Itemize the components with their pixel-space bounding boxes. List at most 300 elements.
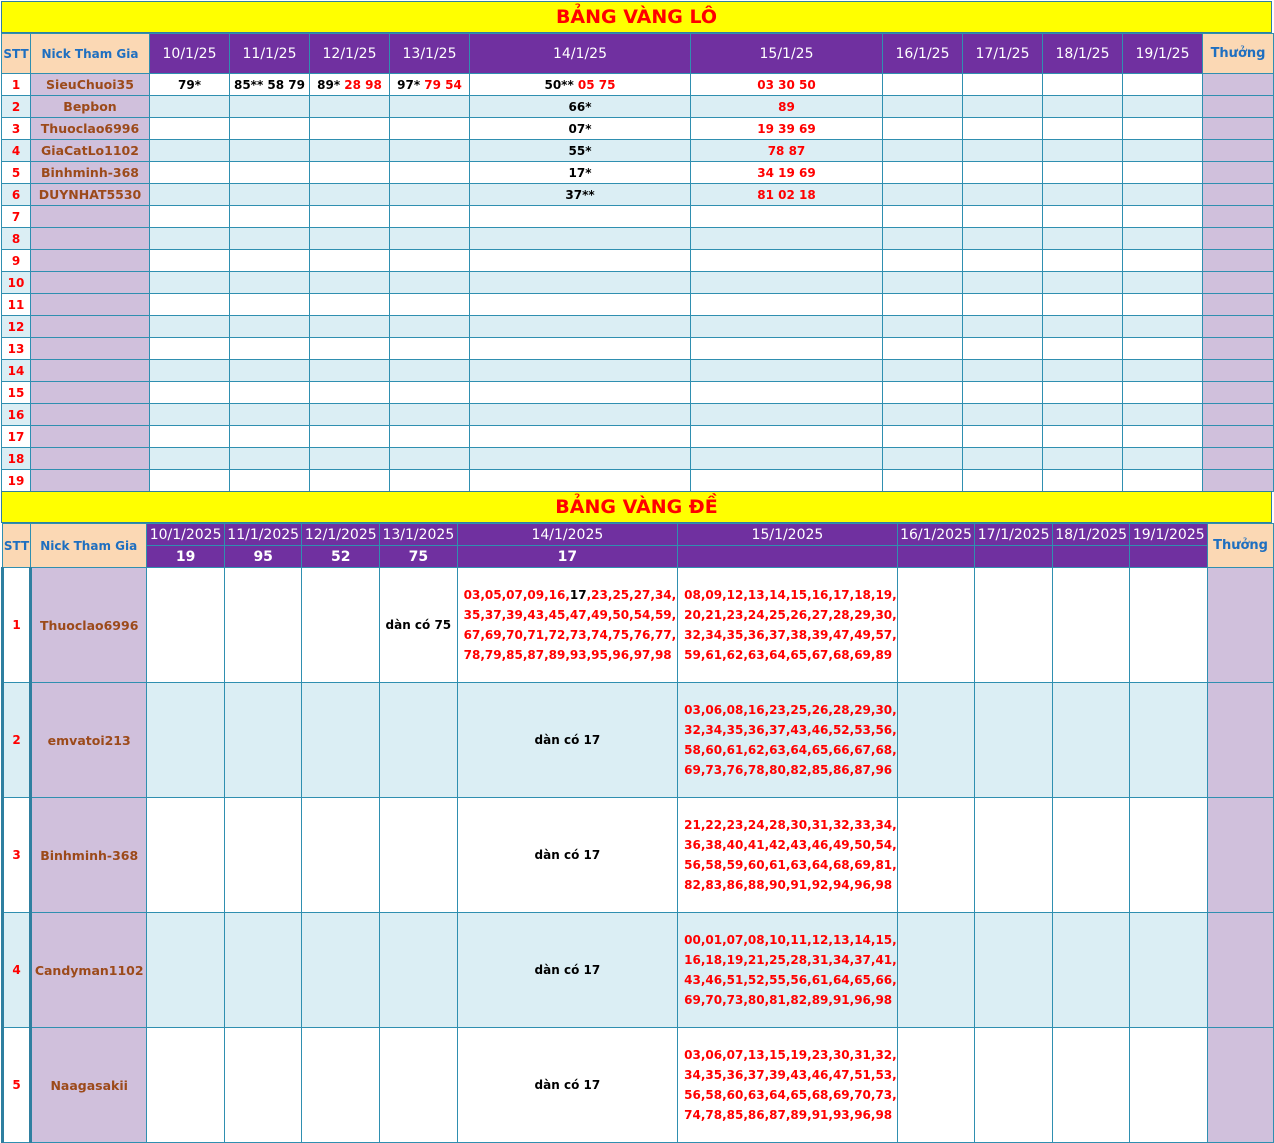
lo-cell	[390, 360, 470, 382]
lo-cell	[390, 448, 470, 470]
lo-cell	[150, 140, 230, 162]
lo-row-nick	[31, 206, 150, 228]
de-cell	[457, 683, 678, 798]
lo-row-thuong	[1203, 470, 1274, 492]
lo-cell	[883, 140, 963, 162]
de-cell	[1052, 568, 1130, 683]
lo-cell	[310, 360, 390, 382]
lo-cell	[230, 74, 310, 96]
lo-row-stt: 5	[2, 162, 31, 184]
de-number-line	[684, 760, 897, 780]
de-cell	[975, 798, 1053, 913]
lo-row	[2, 404, 1274, 426]
lo-cell	[1043, 140, 1123, 162]
de-number-text: ,23,25,27,34,	[586, 588, 677, 602]
lo-cell	[310, 118, 390, 140]
lo-cell-text: 34 19 69	[757, 165, 816, 180]
lo-cell	[150, 74, 230, 96]
lo-cell	[470, 470, 691, 492]
lo-row-thuong	[1203, 338, 1274, 360]
de-cell	[380, 683, 458, 798]
lo-cell-text: 85** 58 79	[233, 77, 305, 92]
lo-cell	[883, 338, 963, 360]
lo-cell	[150, 448, 230, 470]
lo-cell	[470, 272, 691, 294]
lo-header-date: 17/1/25	[963, 34, 1043, 74]
lo-cell	[691, 272, 883, 294]
de-cell	[224, 798, 302, 913]
de-number-text: 35,37,39,43,45,47,49,50,54,59,	[463, 608, 677, 622]
de-cell	[678, 683, 898, 798]
lo-cell	[390, 426, 470, 448]
lo-cell	[310, 448, 390, 470]
lo-cell-text: 37**	[565, 187, 595, 202]
de-row-stt: 5	[3, 1028, 31, 1143]
lo-cell	[691, 96, 883, 118]
de-row-thuong	[1208, 683, 1274, 798]
de-number-line	[684, 835, 897, 855]
lo-row	[2, 272, 1274, 294]
lo-cell	[230, 382, 310, 404]
lo-cell	[883, 316, 963, 338]
lo-row	[2, 96, 1274, 118]
de-result: 95	[224, 546, 302, 568]
lo-cell	[230, 404, 310, 426]
de-result: 52	[302, 546, 380, 568]
de-dan-text: dàn có 17	[534, 1078, 601, 1092]
lo-cell	[883, 382, 963, 404]
de-cell	[380, 1028, 458, 1143]
lo-row-thuong	[1203, 162, 1274, 184]
lo-cell	[310, 272, 390, 294]
de-cell	[457, 913, 678, 1028]
de-dan-text: dàn có 17	[534, 963, 601, 977]
lo-row-stt: 19	[2, 470, 31, 492]
lo-cell	[230, 184, 310, 206]
de-number-text: 74,78,85,86,87,89,91,93,96,98	[684, 1108, 893, 1122]
lo-header-date: 15/1/25	[691, 34, 883, 74]
de-table	[1, 523, 1274, 1143]
lo-row-thuong	[1203, 228, 1274, 250]
lo-cell	[150, 294, 230, 316]
de-cell	[457, 798, 678, 913]
lo-cell	[310, 96, 390, 118]
de-number-text: 21,22,23,24,28,30,31,32,33,34,	[684, 818, 897, 832]
lo-header-date: 11/1/25	[230, 34, 310, 74]
de-cell	[147, 798, 225, 913]
lo-cell	[963, 426, 1043, 448]
de-header-date: 17/1/2025	[975, 524, 1053, 546]
lo-row-stt: 9	[2, 250, 31, 272]
lo-row-stt: 12	[2, 316, 31, 338]
de-result	[678, 546, 898, 568]
lo-cell-text: 97*	[397, 77, 425, 92]
lo-cell	[963, 470, 1043, 492]
lo-header-date: 19/1/25	[1123, 34, 1203, 74]
de-number-text: 56,58,59,60,61,63,64,68,69,81,	[684, 858, 897, 872]
de-cell	[302, 568, 380, 683]
lo-cell	[691, 74, 883, 96]
lo-row-nick	[31, 426, 150, 448]
lo-cell	[230, 206, 310, 228]
lo-row	[2, 206, 1274, 228]
de-header-date: 15/1/2025	[678, 524, 898, 546]
lo-cell-text: 50**	[544, 77, 578, 92]
lo-row-thuong	[1203, 294, 1274, 316]
de-header-date: 14/1/2025	[457, 524, 678, 546]
lo-header-date: 12/1/25	[310, 34, 390, 74]
de-cell	[224, 1028, 302, 1143]
de-number-line	[684, 930, 897, 950]
lo-cell	[1123, 448, 1203, 470]
de-result: 17	[457, 546, 678, 568]
lo-cell	[230, 228, 310, 250]
de-number-text: 32,34,35,36,37,38,39,47,49,57,	[684, 628, 897, 642]
lo-row	[2, 162, 1274, 184]
lo-cell	[691, 184, 883, 206]
lo-cell	[963, 250, 1043, 272]
lo-cell	[691, 294, 883, 316]
lo-cell	[963, 316, 1043, 338]
lo-cell	[390, 382, 470, 404]
lo-header-date: 16/1/25	[883, 34, 963, 74]
de-result	[897, 546, 975, 568]
lo-cell	[1123, 316, 1203, 338]
de-row	[3, 568, 1274, 683]
lo-cell	[150, 382, 230, 404]
de-row	[3, 1028, 1274, 1143]
de-number-line	[684, 720, 897, 740]
lo-cell	[963, 162, 1043, 184]
lo-cell	[150, 316, 230, 338]
lo-row-stt: 14	[2, 360, 31, 382]
de-header-date: 18/1/2025	[1052, 524, 1130, 546]
de-row-thuong	[1208, 798, 1274, 913]
lo-cell	[963, 382, 1043, 404]
lo-cell	[883, 404, 963, 426]
lo-row	[2, 382, 1274, 404]
de-cell	[380, 568, 458, 683]
de-cell	[457, 568, 678, 683]
lo-cell	[691, 338, 883, 360]
de-cell	[678, 568, 898, 683]
de-cell	[302, 1028, 380, 1143]
lo-cell	[1043, 404, 1123, 426]
lo-cell	[230, 316, 310, 338]
lo-cell	[230, 162, 310, 184]
lo-cell	[310, 404, 390, 426]
de-number-text: 08,09,12,13,14,15,16,17,18,19,	[684, 588, 897, 602]
lo-row-thuong	[1203, 272, 1274, 294]
lo-cell	[390, 470, 470, 492]
de-cell	[302, 683, 380, 798]
lo-row-thuong	[1203, 118, 1274, 140]
lo-cell	[150, 228, 230, 250]
lo-cell	[883, 448, 963, 470]
de-cell	[975, 913, 1053, 1028]
de-cell	[224, 683, 302, 798]
de-cell	[1052, 1028, 1130, 1143]
lo-row-nick: DUYNHAT5530	[31, 184, 150, 206]
de-cell	[1130, 683, 1208, 798]
lo-cell	[150, 118, 230, 140]
lo-row-stt: 16	[2, 404, 31, 426]
lo-cell	[470, 184, 691, 206]
de-cell	[147, 683, 225, 798]
lo-cell	[310, 338, 390, 360]
lo-cell	[1043, 360, 1123, 382]
lo-row-stt: 18	[2, 448, 31, 470]
de-dan-text: dàn có 17	[534, 848, 601, 862]
lo-cell	[230, 250, 310, 272]
de-row-thuong	[1208, 568, 1274, 683]
de-number-line	[464, 605, 678, 625]
lo-cell	[1123, 140, 1203, 162]
lo-row-nick	[31, 448, 150, 470]
de-header-date: 12/1/2025	[302, 524, 380, 546]
lo-cell	[390, 206, 470, 228]
de-row-nick: emvatoi213	[31, 683, 147, 798]
lo-row-nick	[31, 470, 150, 492]
de-cell	[1052, 913, 1130, 1028]
de-number-line	[684, 645, 897, 665]
de-number-text: 03,06,07,13,15,19,23,30,31,32,	[684, 1048, 897, 1062]
lo-cell	[470, 448, 691, 470]
lo-cell	[963, 338, 1043, 360]
lo-cell	[230, 96, 310, 118]
lo-cell	[470, 426, 691, 448]
lo-row-nick: GiaCatLo1102	[31, 140, 150, 162]
lo-row	[2, 470, 1274, 492]
lo-cell-text: 79 54	[424, 77, 462, 92]
de-row-thuong	[1208, 1028, 1274, 1143]
lo-cell	[1043, 162, 1123, 184]
lo-row-nick: Thuoclao6996	[31, 118, 150, 140]
de-result: 19	[147, 546, 225, 568]
lo-cell	[1043, 96, 1123, 118]
lo-cell	[691, 426, 883, 448]
lo-cell	[150, 250, 230, 272]
de-number-line	[684, 625, 897, 645]
lo-cell	[963, 140, 1043, 162]
de-number-text: 58,60,61,62,63,64,65,66,67,68,	[684, 743, 897, 757]
lo-row-stt: 4	[2, 140, 31, 162]
de-cell	[975, 568, 1053, 683]
de-cell	[1130, 1028, 1208, 1143]
de-number-line	[464, 585, 678, 605]
de-dan-text: dàn có 75	[385, 618, 452, 632]
lo-header-nick: Nick Tham Gia	[31, 34, 150, 74]
de-number-line	[684, 585, 897, 605]
lo-cell	[963, 118, 1043, 140]
de-result	[975, 546, 1053, 568]
lo-cell	[883, 74, 963, 96]
de-number-line	[684, 1065, 897, 1085]
de-title: BẢNG VÀNG ĐỀ	[1, 491, 1272, 523]
lo-cell	[883, 360, 963, 382]
de-dan-text: dàn có 17	[534, 733, 601, 747]
de-cell	[457, 1028, 678, 1143]
lo-cell	[470, 382, 691, 404]
lo-cell	[150, 206, 230, 228]
lo-row-nick	[31, 382, 150, 404]
lo-cell-text: 19 39 69	[757, 121, 816, 136]
lo-row	[2, 448, 1274, 470]
de-number-text: 69,70,73,80,81,82,89,91,96,98	[684, 993, 893, 1007]
lo-cell	[150, 404, 230, 426]
lo-cell	[691, 206, 883, 228]
lo-cell-text: 81 02 18	[757, 187, 816, 202]
lo-row-stt: 8	[2, 228, 31, 250]
lo-cell	[1123, 250, 1203, 272]
lo-row-stt: 13	[2, 338, 31, 360]
lo-cell	[310, 228, 390, 250]
de-cell	[975, 683, 1053, 798]
lo-cell	[691, 162, 883, 184]
lo-cell	[691, 382, 883, 404]
lo-row-stt: 10	[2, 272, 31, 294]
lo-cell	[691, 448, 883, 470]
lo-cell	[230, 360, 310, 382]
lo-cell	[470, 360, 691, 382]
lo-cell	[230, 426, 310, 448]
lo-cell	[390, 162, 470, 184]
de-cell	[147, 1028, 225, 1143]
lo-row-thuong	[1203, 448, 1274, 470]
de-number-line	[684, 970, 897, 990]
de-cell	[897, 683, 975, 798]
lo-row	[2, 316, 1274, 338]
lo-cell	[310, 294, 390, 316]
lo-cell	[883, 118, 963, 140]
lo-cell-text: 66*	[568, 99, 592, 114]
lo-cell-text: 79*	[178, 77, 201, 92]
lo-cell	[691, 404, 883, 426]
lo-header-date: 13/1/25	[390, 34, 470, 74]
lo-cell	[1043, 206, 1123, 228]
lo-row	[2, 228, 1274, 250]
lo-cell	[963, 448, 1043, 470]
de-cell	[678, 1028, 898, 1143]
lo-cell	[1123, 118, 1203, 140]
lo-row-thuong	[1203, 316, 1274, 338]
lo-cell	[310, 470, 390, 492]
lo-row-stt: 2	[2, 96, 31, 118]
de-header-date: 13/1/2025	[380, 524, 458, 546]
lo-title: BẢNG VÀNG LÔ	[1, 1, 1272, 33]
de-cell	[147, 568, 225, 683]
de-number-line	[684, 875, 897, 895]
de-row-nick: Binhminh-368	[31, 798, 147, 913]
lo-cell	[470, 162, 691, 184]
lo-cell	[390, 316, 470, 338]
de-cell	[302, 913, 380, 1028]
lo-row-nick	[31, 338, 150, 360]
lo-row-stt: 15	[2, 382, 31, 404]
lo-header-row	[2, 34, 1274, 74]
lo-cell	[691, 360, 883, 382]
lo-cell	[883, 272, 963, 294]
lo-cell	[1123, 382, 1203, 404]
lo-cell	[390, 404, 470, 426]
de-cell	[224, 913, 302, 1028]
de-number-line	[464, 645, 678, 665]
lo-cell-text: 17*	[568, 165, 592, 180]
lo-cell-text: 05 75	[577, 77, 616, 92]
lo-cell	[1043, 448, 1123, 470]
lo-cell-text: 78 87	[767, 143, 806, 158]
lo-cell	[470, 96, 691, 118]
de-number-text: 34,35,36,37,39,43,46,47,51,53,	[684, 1068, 897, 1082]
lo-cell	[230, 294, 310, 316]
lo-row-stt: 17	[2, 426, 31, 448]
de-cell	[1130, 913, 1208, 1028]
lo-cell	[1043, 272, 1123, 294]
de-row	[3, 913, 1274, 1028]
lo-cell	[1123, 338, 1203, 360]
de-header-stt: STT	[3, 524, 31, 568]
de-cell	[678, 798, 898, 913]
de-number-line	[684, 1105, 897, 1125]
lo-cell	[1043, 250, 1123, 272]
de-number-line	[684, 815, 897, 835]
lo-cell-text: 07*	[568, 121, 592, 136]
lo-cell	[1043, 294, 1123, 316]
de-row-nick: Naagasakii	[31, 1028, 147, 1143]
lo-cell	[390, 250, 470, 272]
lo-cell	[470, 74, 691, 96]
lo-cell	[1043, 426, 1123, 448]
lo-row-nick	[31, 272, 150, 294]
lo-row-nick	[31, 360, 150, 382]
lo-row-thuong	[1203, 140, 1274, 162]
lo-cell	[470, 206, 691, 228]
lo-cell	[963, 74, 1043, 96]
de-number-text: 59,61,62,63,64,65,67,68,69,89	[684, 648, 893, 662]
lo-cell	[310, 184, 390, 206]
lo-cell	[883, 470, 963, 492]
lo-cell	[883, 426, 963, 448]
lo-cell	[150, 162, 230, 184]
lo-cell	[310, 74, 390, 96]
lo-cell	[230, 448, 310, 470]
lo-cell-text: 03 30 50	[757, 77, 816, 92]
de-cell	[380, 798, 458, 913]
lo-row-stt: 3	[2, 118, 31, 140]
de-cell	[224, 568, 302, 683]
lo-cell-text: 89	[778, 99, 795, 114]
lo-cell	[963, 360, 1043, 382]
lo-cell	[230, 470, 310, 492]
de-number-text: 03,06,08,16,23,25,26,28,29,30,	[684, 703, 897, 717]
lo-row	[2, 74, 1274, 96]
lo-row-thuong	[1203, 360, 1274, 382]
de-row-stt: 1	[3, 568, 31, 683]
lo-row	[2, 360, 1274, 382]
de-header-date: 19/1/2025	[1130, 524, 1208, 546]
de-row-nick: Thuoclao6996	[31, 568, 147, 683]
lo-row	[2, 140, 1274, 162]
de-result: 75	[380, 546, 458, 568]
de-number-line	[684, 700, 897, 720]
lo-cell	[390, 272, 470, 294]
lo-row-thuong	[1203, 404, 1274, 426]
lo-cell	[963, 96, 1043, 118]
lo-cell	[1043, 316, 1123, 338]
lo-cell	[1123, 294, 1203, 316]
lo-cell	[1123, 162, 1203, 184]
lo-cell	[883, 294, 963, 316]
